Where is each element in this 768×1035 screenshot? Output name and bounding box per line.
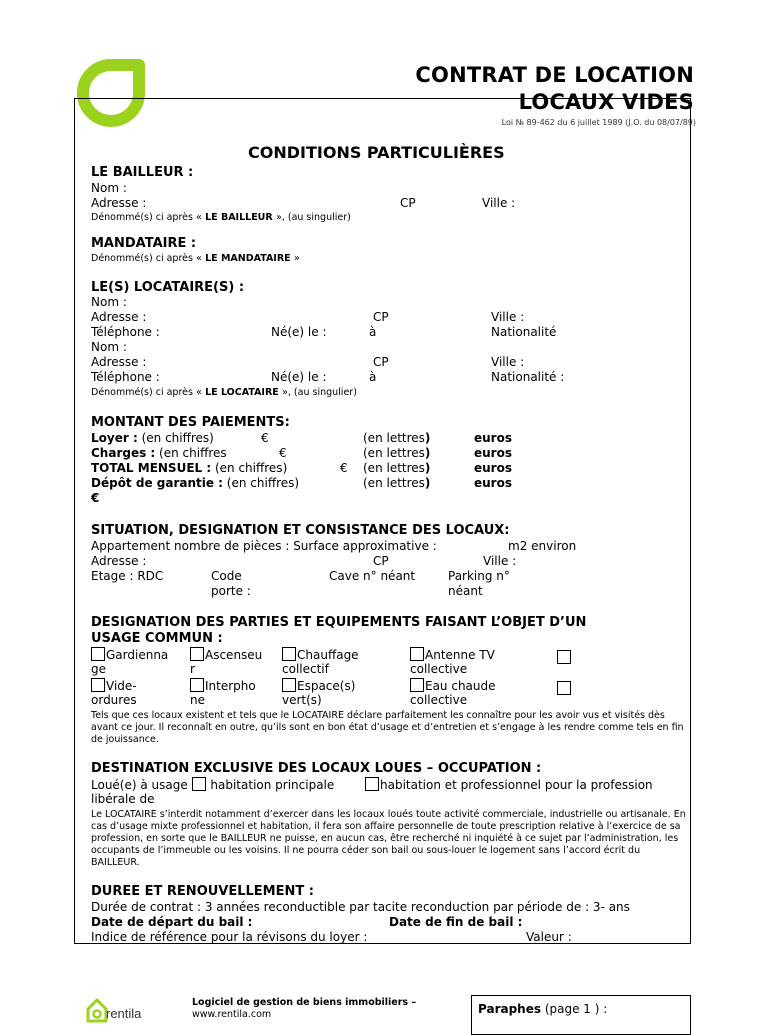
page-number: 1 xyxy=(583,1002,591,1016)
locataire1-telephone: Téléphone : xyxy=(91,325,160,339)
duree-heading: DUREE ET RENOUVELLEMENT : xyxy=(91,884,314,899)
code-porte-2: porte : xyxy=(211,584,251,598)
house-icon xyxy=(86,997,108,1023)
destination-paragraph: Le LOCATAIRE s’interdit notamment d’exercer dans les locaux loués toute activité commerciale, industrielle ou artisanale. En cas d’usage mixte professionnel et habitation, il fera son affaire personnelle de toute prescription relative à l’exercice de sa profession, en sorte que le BAILLEUR ne puisse, en aucun cas, être recherché ni inquiété à ce sujet par l’administration, les occupants de l’immeuble ou les voisins. Il ne pourra céder son bail ou sous-louer le logement sans l’accord écrit du BAILLEUR. xyxy=(91,809,686,868)
antenne-label-2: collective xyxy=(410,662,468,676)
cave-numero: Cave n° néant xyxy=(329,569,416,583)
interphone-checkbox[interactable] xyxy=(190,678,204,692)
usage-line: Loué(e) à usage habitation principale xyxy=(91,778,335,792)
locataire2-nationalite: Nationalité : xyxy=(491,370,565,384)
vide-ordures-checkbox[interactable] xyxy=(91,678,105,692)
footer-link[interactable]: www.rentila.com xyxy=(192,1009,272,1020)
locataire2-nom: Nom : xyxy=(91,340,127,354)
locataire2-a: à xyxy=(369,370,377,384)
locataire1-ville: Ville : xyxy=(491,310,525,324)
situation-cp: CP xyxy=(373,554,389,568)
loyer-row: Loyer : (en chiffres) xyxy=(91,431,214,445)
chauffage-label-2: collectif xyxy=(282,662,329,676)
extra-checkbox-1[interactable] xyxy=(557,650,571,664)
bailleur-ville: Ville : xyxy=(482,196,516,210)
habitation-pro-checkbox[interactable] xyxy=(365,777,379,791)
ascenseur-checkbox[interactable] xyxy=(190,647,204,661)
bailleur-adresse: Adresse : xyxy=(91,196,147,210)
loyer-euros: euros xyxy=(474,431,512,445)
locataire1-cp: CP xyxy=(373,310,389,324)
locaux-paragraph: Tels que ces locaux existent et tels que le LOCATAIRE déclare parfaitement les connaître pour les avoir vus et visités dès avant ce jour. Il reconnaît en outre, qu’ils sont en bon état d’usage et d’entretien et s’engage à les rendre comme tels en fin de jouissance. xyxy=(91,710,684,745)
locataire2-nee: Né(e) le : xyxy=(271,370,327,384)
espaces-verts-label-2: vert(s) xyxy=(282,693,322,707)
doc-title-line2: LOCAUX VIDES xyxy=(518,90,694,114)
loyer-lettres: (en lettres) xyxy=(363,431,431,445)
total-euros: euros xyxy=(474,461,512,475)
situation-etage: Etage : RDC xyxy=(91,569,164,583)
chauffage-checkbox[interactable] xyxy=(282,647,296,661)
commun-heading-2: USAGE COMMUN : xyxy=(91,631,223,646)
paraphes-box: Paraphes (page 1 ) : xyxy=(471,995,691,1035)
brand-name: rentila xyxy=(106,1006,142,1021)
conditions-heading: CONDITIONS PARTICULIÈRES xyxy=(248,143,505,162)
mandataire-heading: MANDATAIRE : xyxy=(91,236,197,251)
bailleur-note: Dénommé(s) ci après « LE BAILLEUR », (au singulier) xyxy=(91,212,351,223)
espaces-verts-checkbox[interactable] xyxy=(282,678,296,692)
charges-row: Charges : (en chiffres xyxy=(91,446,227,460)
total-euro: € xyxy=(340,461,348,475)
depot-lettres: (en lettres) xyxy=(363,476,431,490)
code-porte-1: Code xyxy=(211,569,242,583)
charges-euros: euros xyxy=(474,446,512,460)
locataire2-ville: Ville : xyxy=(491,355,525,369)
depot-row: Dépôt de garantie : (en chiffres) xyxy=(91,476,300,490)
parking-numero-2: néant xyxy=(448,584,483,598)
locataire1-adresse: Adresse : xyxy=(91,310,147,324)
antenne-checkbox[interactable] xyxy=(410,647,424,661)
date-depart: Date de départ du bail : xyxy=(91,915,253,929)
footer-text xyxy=(192,997,416,1021)
total-row: TOTAL MENSUEL : (en chiffres) xyxy=(91,461,288,475)
locataire1-nee: Né(e) le : xyxy=(271,325,327,339)
locataire2-telephone: Téléphone : xyxy=(91,370,160,384)
locataire-note: Dénommé(s) ci après « LE LOCATAIRE », (au singulier) xyxy=(91,387,357,398)
gardiennage-option[interactable]: Gardienna xyxy=(91,647,168,663)
habitation-pro-option[interactable]: habitation et professionnel pour la profession xyxy=(365,777,653,793)
date-fin: Date de fin de bail : xyxy=(389,915,523,929)
situation-adresse: Adresse : xyxy=(91,554,147,568)
mandataire-note: Dénommé(s) ci après « LE MANDATAIRE » xyxy=(91,253,300,264)
locataire2-cp: CP xyxy=(373,355,389,369)
depot-euro: € xyxy=(91,491,100,505)
situation-heading: SITUATION, DESIGNATION ET CONSISTANCE DES LOCAUX: xyxy=(91,523,510,538)
total-lettres: (en lettres) xyxy=(363,461,431,475)
footer-line-1: Logiciel de gestion de biens immobiliers – xyxy=(192,997,417,1008)
eau-chaude-label-2: collective xyxy=(410,693,468,707)
destination-heading: DESTINATION EXCLUSIVE DES LOCAUX LOUES – OCCUPATION : xyxy=(91,761,542,776)
charges-lettres: (en lettres) xyxy=(363,446,431,460)
locataire1-a: à xyxy=(369,325,377,339)
indice-reference: Indice de référence pour la révisons du loyer : xyxy=(91,930,368,943)
interphone-label-2: ne xyxy=(190,693,205,707)
law-reference: Loi № 89-462 du 6 juillet 1989 (J.O. du 08/07/89) xyxy=(501,118,696,127)
extra-checkbox-2[interactable] xyxy=(557,681,571,695)
bailleur-nom: Nom : xyxy=(91,181,127,195)
eau-chaude-checkbox[interactable] xyxy=(410,678,424,692)
ascenseur-option[interactable]: Ascenseu xyxy=(190,647,262,663)
depot-euros: euros xyxy=(474,476,512,490)
interphone-option[interactable]: Interpho xyxy=(190,678,256,694)
bailleur-cp: CP xyxy=(400,196,416,210)
espaces-verts-option[interactable]: Espace(s) xyxy=(282,678,355,694)
eau-chaude-option[interactable]: Eau chaude xyxy=(410,678,496,694)
doc-title-line1: CONTRAT DE LOCATION xyxy=(415,63,694,87)
liberale-line: libérale de xyxy=(91,792,155,806)
vide-ordures-label-2: ordures xyxy=(91,693,137,707)
chauffage-option[interactable]: Chauffage xyxy=(282,647,359,663)
vide-ordures-option[interactable]: Vide- xyxy=(91,678,137,694)
loyer-euro: € xyxy=(261,431,269,445)
appartement-line: Appartement nombre de pièces : Surface approximative : xyxy=(91,539,437,553)
antenne-option[interactable]: Antenne TV xyxy=(410,647,495,663)
surface-unit: m2 environ xyxy=(508,539,577,553)
ascenseur-label-2: r xyxy=(190,662,195,676)
indice-valeur: Valeur : xyxy=(526,930,572,943)
locataire1-nom: Nom : xyxy=(91,295,127,309)
locataire1-nationalite: Nationalité xyxy=(491,325,557,339)
duree-contrat: Durée de contrat : 3 années reconductible par tacite reconduction par période de : 3- ans xyxy=(91,900,630,914)
situation-ville: Ville : xyxy=(483,554,517,568)
habitation-principale-checkbox[interactable] xyxy=(192,777,206,791)
rentila-logo[interactable] xyxy=(86,997,156,1024)
locataire2-adresse: Adresse : xyxy=(91,355,147,369)
parking-numero-1: Parking n° xyxy=(448,569,510,583)
charges-euro: € xyxy=(279,446,287,460)
bailleur-heading: LE BAILLEUR : xyxy=(91,165,194,180)
paiements-heading: MONTANT DES PAIEMENTS: xyxy=(91,415,290,430)
locataires-heading: LE(S) LOCATAIRE(S) : xyxy=(91,280,245,295)
gardiennage-label-2: ge xyxy=(91,662,106,676)
gardiennage-checkbox[interactable] xyxy=(91,647,105,661)
commun-heading-1: DESIGNATION DES PARTIES ET EQUIPEMENTS FAISANT L’OBJET D’UN xyxy=(91,615,587,630)
